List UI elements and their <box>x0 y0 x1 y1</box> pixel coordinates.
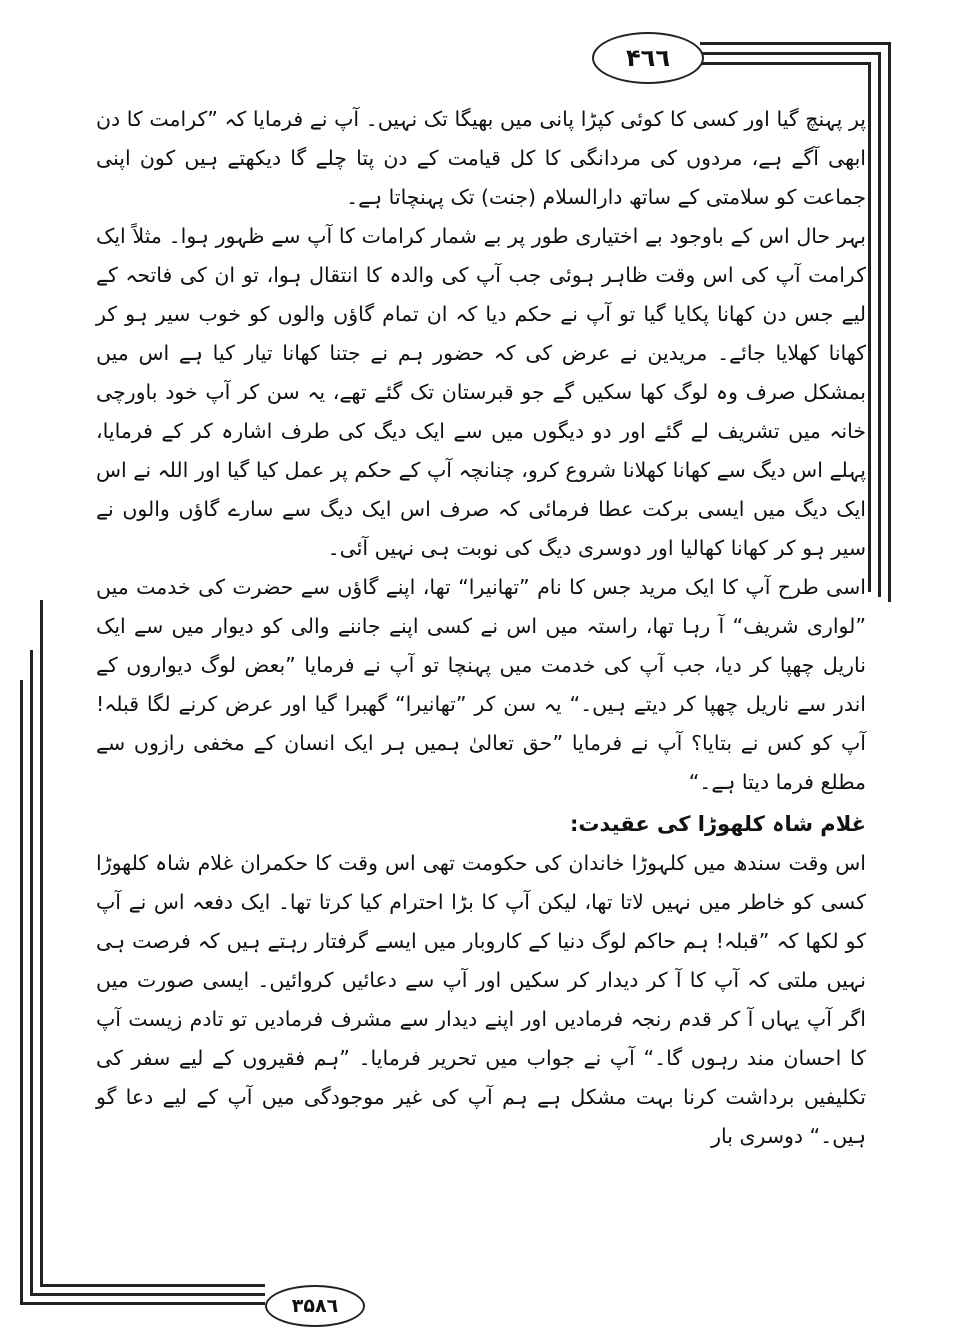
section-heading: غلام شاہ کلھوڑا کی عقیدت: <box>570 812 866 836</box>
bottom-frame-line-2 <box>30 1293 265 1296</box>
right-frame-line-2 <box>878 52 881 597</box>
right-frame-line-3 <box>868 62 871 592</box>
paragraph-3: اسی طرح آپ کا ایک مرید جس کا نام ”تھانیرا“ تھا، اپنے گاؤں سے حضرت کی خدمت میں ”لواری شریف“ آ رہا تھا، راستہ میں اس نے کسی اپنے جاننے والی کو دیوار میں سے ایک ناریل چھپا کر دیا، جب آپ کی خدمت میں پہنچا تو آپ نے فرمایا ”بعض لوگ دیواروں کے اندر سے ناریل چھپا کر دیتے ہیں۔“ یہ سن کر ”تھانیرا“ گھبرا گیا اور عرض کرنے لگا قبلہ! آپ کو کس نے بتایا؟ آپ نے فرمایا ”حق تعالیٰ ہمیں ہر ایک انسان کے مخفی رازوں سے مطلع فرما دیتا ہے۔“ <box>96 575 866 794</box>
top-frame-line-3 <box>700 62 870 65</box>
bottom-frame-line-3 <box>40 1284 265 1287</box>
top-frame-line-1 <box>700 42 890 45</box>
top-frame-line-2 <box>700 52 880 55</box>
page-content <box>96 100 866 1156</box>
page-number-bottom: ۳۵۸٦ <box>265 1285 365 1327</box>
left-frame-line-1 <box>20 680 23 1304</box>
left-frame-line-3 <box>40 600 43 1285</box>
paragraph-2: بہر حال اس کے باوجود بے اختیاری طور پر بے شمار کرامات کا آپ سے ظہور ہوا۔ مثلاً ایک کرامت آپ کی اس وقت ظاہر ہوئی جب آپ کی والدہ کا انتقال ہوا، تو ان کی فاتحہ کے لیے جس دن کھانا پکایا گیا تو آپ نے حکم دیا کہ ان تمام گاؤں والوں کو خوب سیر ہو کر کھانا کھلایا جائے۔ مریدین نے عرض کی کہ حضور ہم نے جتنا کھانا تیار کیا ہے اس میں بمشکل صرف وہ لوگ کھا سکیں گے جو قبرستان تک گئے تھے، یہ سن کر آپ خود باورچی خانہ میں تشریف لے گئے اور دو دیگوں میں سے ایک دیگ کی طرف اشارہ کر کے فرمایا، پہلے اس دیگ سے کھانا کھلانا شروع کرو، چنانچہ آپ کے حکم پر عمل کیا گیا اور اللہ نے اس ایک دیگ میں ایسی برکت عطا فرمائی کہ صرف اس ایک دیگ سے سارے گاؤں والوں نے سیر ہو کر کھانا کھالیا اور دوسری دیگ کی نوبت ہی نہیں آئی۔ <box>96 224 866 560</box>
paragraph-1: پر پہنچ گیا اور کسی کا کوئی کپڑا پانی میں بھیگا تک نہیں۔ آپ نے فرمایا کہ ”کرامت کا دن ابھی آگے ہے، مردوں کی مردانگی کا کل قیامت کے دن پتا چلے گا دیکھتے ہیں کون اپنی جماعت کو سلامتی کے ساتھ دارالسلام (جنت) تک پہنچاتا ہے۔ <box>96 107 866 209</box>
page-number-top: ۴٦٦ <box>592 32 704 84</box>
section-paragraph-1: اس وقت سندھ میں کلہوڑا خاندان کی حکومت تھی اس وقت کا حکمران غلام شاہ کلھوڑا کسی کو خاطر میں نہیں لاتا تھا، لیکن آپ کا بڑا احترام کیا کرتا تھا۔ ایک دفعہ اس نے آپ کو لکھا کہ ”قبلہ! ہم حاکم لوگ دنیا کے کاروبار میں ایسے گرفتار رہتے ہیں کہ فرصت ہی نہیں ملتی کہ آپ کا آ کر دیدار کر سکیں اور آپ سے دعائیں کروائیں۔ ایسی صورت میں اگر آپ یہاں آ کر قدم رنجہ فرمادیں اور اپنے دیدار سے مشرف فرمادیں تو تادم زیست آپ کا احسان مند رہوں گا۔“ آپ نے جواب میں تحریر فرمایا۔ ”ہم فقیروں کے لیے سفر کی تکلیفیں برداشت کرنا بہت مشکل ہے ہم آپ کی غیر موجودگی میں آپ کے لیے دعا گو ہیں۔“ دوسری بار <box>96 851 866 1148</box>
right-frame-line-1 <box>888 42 891 602</box>
bottom-frame-line-1 <box>20 1302 265 1305</box>
left-frame-line-2 <box>30 650 33 1295</box>
